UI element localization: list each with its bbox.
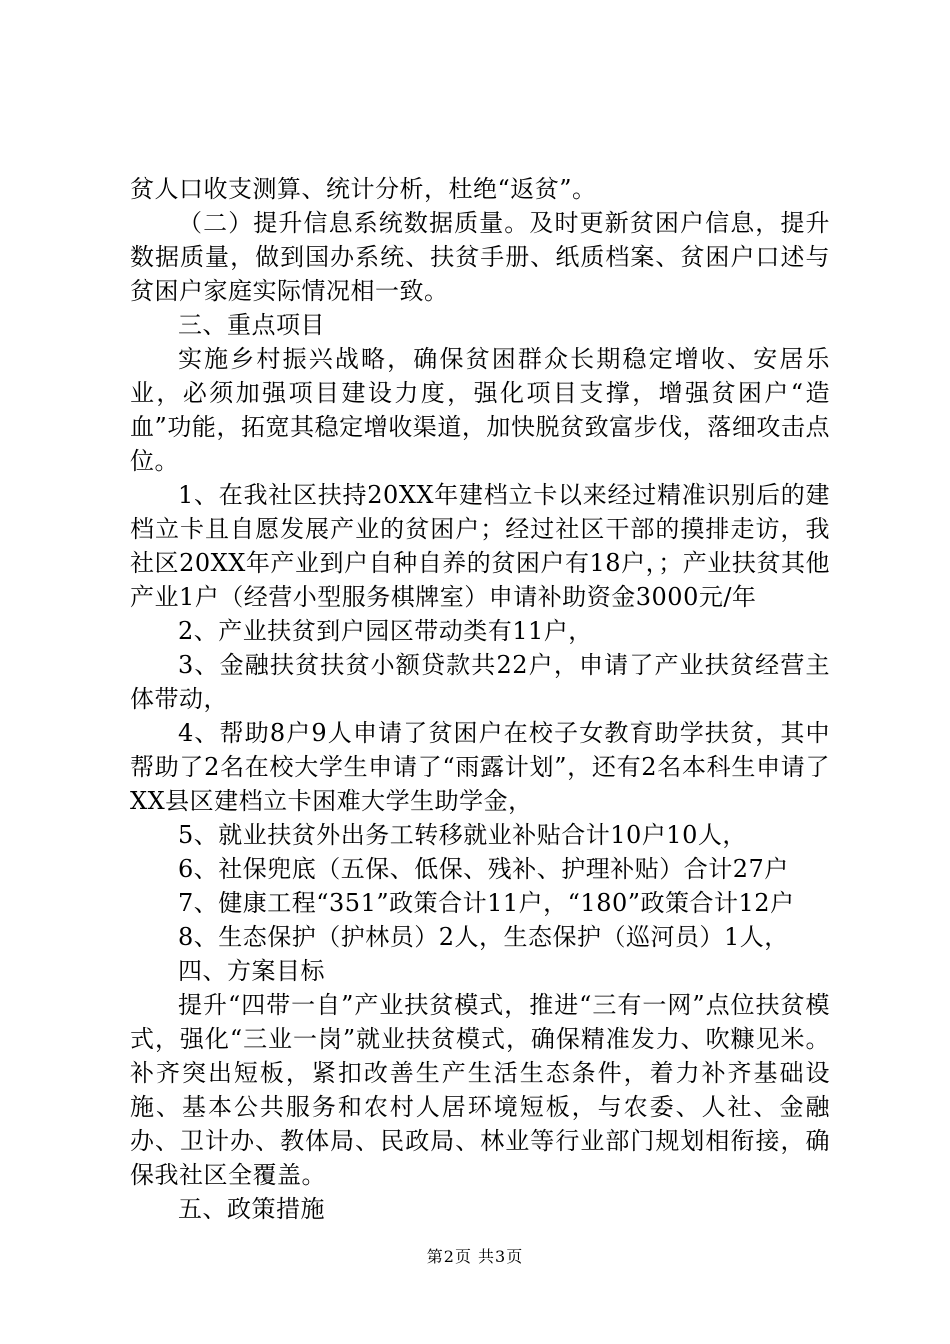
list-item-4: 4、帮助8户9人申请了贫困户在校子女教育助学扶贫，其中帮助了2名在校大学生申请了“雨露计划”，还有2名本科生申请了XX县区建档立卡困难大学生助学金， <box>130 719 830 815</box>
section-heading-3: 三、重点项目 <box>178 311 325 339</box>
list-item-8: 8、生态保护（护林员）2人，生态保护（巡河员）1人， <box>178 923 789 951</box>
paragraph-2: （二）提升信息系统数据质量。及时更新贫困户信息，提升数据质量，做到国办系统、扶贫手册、纸质档案、贫困户口述与贫困户家庭实际情况相一致。 <box>130 209 830 305</box>
paragraph-4: 实施乡村振兴战略，确保贫困群众长期稳定增收、安居乐业，必须加强项目建设力度，强化项目支撑，增强贫困户“造血”功能，拓宽其稳定增收渠道，加快脱贫致富步伐，落细攻击点位。 <box>130 345 830 475</box>
section-heading-4: 四、方案目标 <box>178 957 325 985</box>
section-heading-5: 五、政策措施 <box>178 1195 325 1223</box>
list-item-5: 5、就业扶贫外出务工转移就业补贴合计10户10人， <box>178 821 747 849</box>
document-body <box>130 172 830 1226</box>
list-item-1: 1、在我社区扶持20XX年建档立卡以来经过精准识别后的建档立卡且自愿发展产业的贫困户；经过社区干部的摸排走访，我社区20XX年产业到户自种自养的贫困户有18户，；产业扶贫其他产业1户（经营小型服务棋牌室）申请补助资金3000元/年 <box>130 481 830 611</box>
list-item-7: 7、健康工程“351”政策合计11户，“180”政策合计12户 <box>178 889 795 917</box>
list-item-2: 2、产业扶贫到户园区带动类有11户， <box>178 617 593 645</box>
page-number: 第2页 共3页 <box>426 1247 524 1266</box>
paragraph-1: 贫人口收支测算、统计分析，杜绝“返贫”。 <box>130 175 597 203</box>
list-item-3: 3、金融扶贫扶贫小额贷款共22户，申请了产业扶贫经营主体带动， <box>130 651 830 713</box>
paragraph-goals: 提升“四带一自”产业扶贫模式，推进“三有一网”点位扶贫模式，强化“三业一岗”就业扶贫模式，确保精准发力、吹糠见米。补齐突出短板，紧扣改善生产生活生态条件，着力补齐基础设施、基本公共服务和农村人居环境短板，与农委、人社、金融办、卫计办、教体局、民政局、林业等行业部门规划相衔接，确保我社区全覆盖。 <box>130 991 830 1189</box>
list-item-6: 6、社保兜底（五保、低保、残补、护理补贴）合计27户 <box>178 855 789 883</box>
